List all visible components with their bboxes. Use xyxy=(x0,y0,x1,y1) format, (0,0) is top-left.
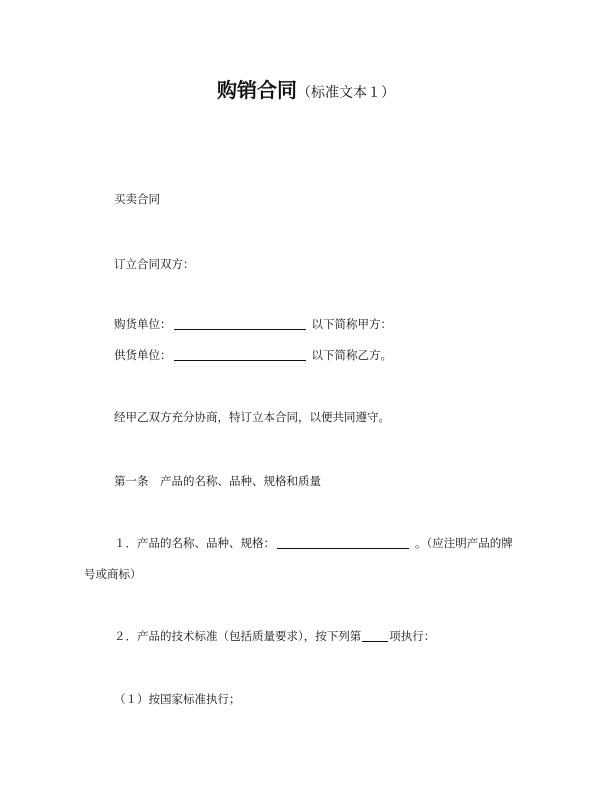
contract-type-line: 买卖合同 xyxy=(114,192,160,206)
item2-sub1: （１）按国家标准执行； xyxy=(114,692,241,706)
buyer-line xyxy=(114,316,392,332)
seller-line xyxy=(114,347,392,363)
agreement-text: 经甲乙双方充分协商，特订立本合同，以便共同遵守。 xyxy=(114,410,390,424)
buyer-blank[interactable] xyxy=(174,317,306,330)
item1-label: １．产品的名称、品种、规格： xyxy=(114,536,275,550)
item2-suffix: 项执行： xyxy=(389,629,436,643)
document-title xyxy=(0,74,612,103)
item2-prefix: ２．产品的技术标准（包括质量要求），按下列第 xyxy=(114,629,362,643)
title-main: 购销合同 xyxy=(217,78,297,102)
parties-heading: 订立合同双方： xyxy=(114,257,195,271)
item1-continuation: 号或商标） xyxy=(84,567,142,581)
title-subtitle: （标准文本１） xyxy=(297,85,395,101)
seller-suffix: 以下简称乙方。 xyxy=(311,348,392,362)
seller-blank[interactable] xyxy=(174,348,306,361)
buyer-suffix: 以下简称甲方： xyxy=(311,317,392,331)
item2-line xyxy=(114,628,435,644)
item1-line xyxy=(114,535,513,551)
item2-blank[interactable] xyxy=(362,629,388,642)
seller-label: 供货单位： xyxy=(114,348,172,362)
buyer-label: 购货单位： xyxy=(114,317,172,331)
item1-suffix: 。（应注明产品的牌 xyxy=(415,536,513,550)
article1-heading: 第一条 产品的名称、品种、规格和质量 xyxy=(114,474,321,488)
item1-blank[interactable] xyxy=(277,536,409,549)
